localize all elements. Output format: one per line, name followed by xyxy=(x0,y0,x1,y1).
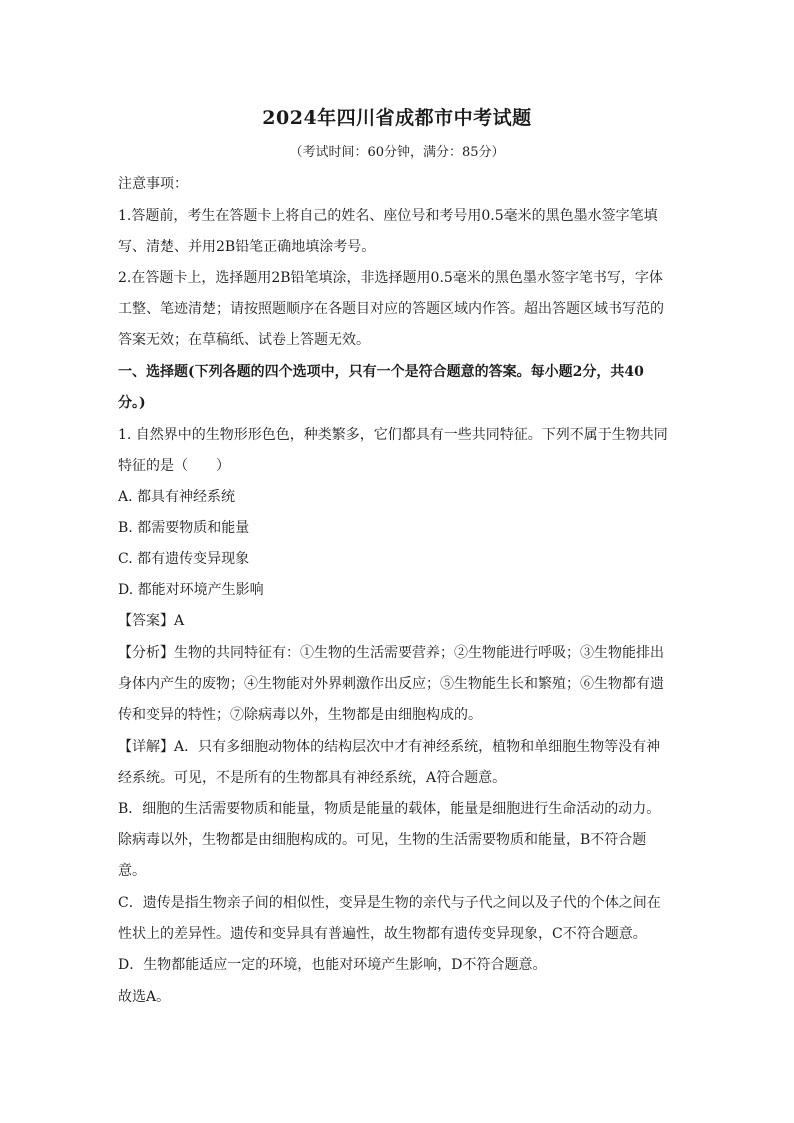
exam-info: （考试时间：60分钟，满分：85分） xyxy=(289,145,505,160)
section-heading-line-2: 分。) xyxy=(118,395,146,411)
conclusion-line: 故选A。 xyxy=(118,989,171,1005)
detail-line-7: 性状上的差异性。遗传和变异具有普遍性，故生物都有遗传变异现象，C不符合题意。 xyxy=(118,926,647,942)
question-stem-line-1: 1. 自然界中的生物形形色色，种类繁多，它们都具有一些共同特征。下列不属于生物共同 xyxy=(118,427,668,443)
option-d: D. 都能对环境产生影响 xyxy=(118,582,264,598)
detail-line-1: 【详解】A．只有多细胞动物体的结构层次中才有神经系统，植物和单细胞生物等没有神 xyxy=(118,739,661,755)
page-title: 2024年四川省成都市中考试题 xyxy=(262,107,532,129)
detail-line-6: C．遗传是指生物亲子间的相似性，变异是生物的亲代与子代之间以及子代的个体之间在 xyxy=(118,895,661,911)
section-heading-line-1: 一、选择题(下列各题的四个选项中，只有一个是符合题意的答案。每小题2分，共40 xyxy=(118,364,644,380)
detail-line-3: B．细胞的生活需要物质和能量，物质是能量的载体，能量是细胞进行生命活动的动力。 xyxy=(118,801,661,817)
analysis-line-3: 传和变异的特性；⑦除病毒以外，生物都是由细胞构成的。 xyxy=(118,707,482,723)
notice-item-2-line-3: 答案无效；在草稿纸、试卷上答题无效。 xyxy=(118,332,370,348)
option-a: A. 都具有神经系统 xyxy=(118,489,236,505)
notice-item-1-line-1: 1.答题前，考生在答题卡上将自己的姓名、座位号和考号用0.5毫米的黑色墨水签字笔填 xyxy=(118,208,658,224)
notice-item-2-line-2: 工整、笔迹清楚；请按照题顺序在各题目对应的答题区域内作答。超出答题区域书写范的 xyxy=(118,301,664,317)
notice-item-1-line-2: 写、清楚、并用2B铅笔正确地填涂考号。 xyxy=(118,239,376,255)
answer-line: 【答案】A xyxy=(118,613,185,629)
notice-item-2-line-1: 2.在答题卡上，选择题用2B铅笔填涂，非选择题用0.5毫米的黑色墨水签字笔书写，字体 xyxy=(118,270,663,286)
detail-line-5: 意。 xyxy=(118,863,146,879)
detail-line-2: 经系统。可见，不是所有的生物都具有神经系统，A符合题意。 xyxy=(118,770,507,786)
option-c: C. 都有遗传变异现象 xyxy=(118,551,250,567)
notice-heading: 注意事项： xyxy=(118,176,188,192)
question-stem-line-2: 特征的是（ ） xyxy=(118,458,230,474)
detail-line-4: 除病毒以外，生物都是由细胞构成的。可见，生物的生活需要物质和能量，B不符合题 xyxy=(118,832,647,848)
analysis-line-1: 【分析】生物的共同特征有：①生物的生活需要营养；②生物能进行呼吸；③生物能排出 xyxy=(118,645,664,661)
option-b: B. 都需要物质和能量 xyxy=(118,520,250,536)
detail-line-8: D．生物都能适应一定的环境，也能对环境产生影响，D不符合题意。 xyxy=(118,957,547,973)
analysis-line-2: 身体内产生的废物；④生物能对外界刺激作出反应；⑤生物能生长和繁殖；⑥生物都有遗 xyxy=(118,676,664,692)
